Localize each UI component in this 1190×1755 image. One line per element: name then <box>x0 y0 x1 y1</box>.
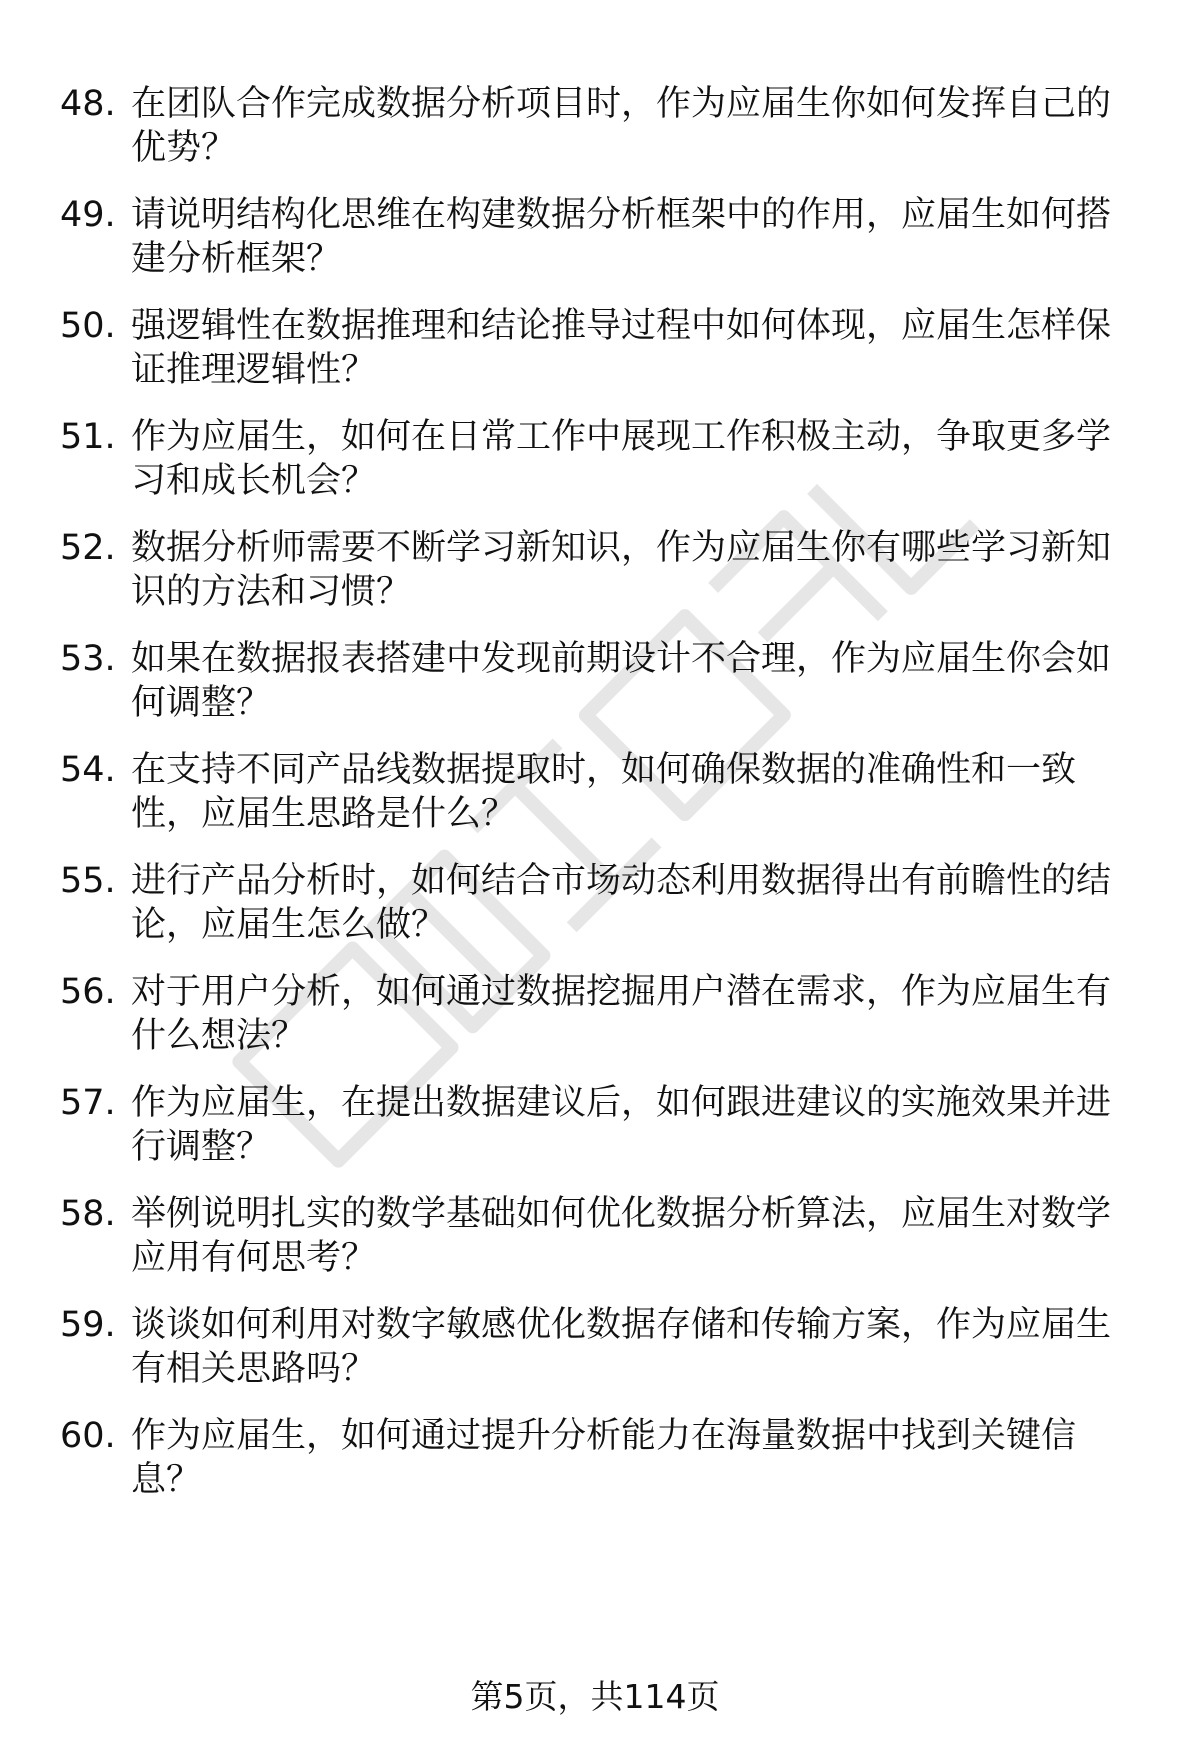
question-text: 数据分析师需要不断学习新知识，作为应届生你有哪些学习新知识的方法和习惯？ <box>131 528 1112 612</box>
question-text: 作为应届生，如何通过提升分析能力在海量数据中找到关键信息？ <box>131 1416 1077 1500</box>
question-text: 在团队合作完成数据分析项目时，作为应届生你如何发挥自己的优势？ <box>131 84 1112 168</box>
question-number: 60. <box>60 1416 116 1456</box>
question-text: 强逻辑性在数据推理和结论推导过程中如何体现，应届生怎样保证推理逻辑性？ <box>131 306 1112 390</box>
question-item <box>60 970 1150 1058</box>
question-item <box>60 193 1150 281</box>
question-number: 56. <box>60 972 116 1012</box>
question-number: 57. <box>60 1083 116 1123</box>
question-item <box>60 637 1150 725</box>
question-text: 在支持不同产品线数据提取时，如何确保数据的准确性和一致性，应届生思路是什么？ <box>131 750 1077 834</box>
question-item <box>60 1081 1150 1169</box>
question-item <box>60 304 1150 392</box>
question-text: 举例说明扎实的数学基础如何优化数据分析算法，应届生对数学应用有何思考？ <box>131 1194 1112 1278</box>
question-number: 48. <box>60 84 116 124</box>
question-item <box>60 748 1150 836</box>
question-number: 52. <box>60 528 116 568</box>
question-text: 进行产品分析时，如何结合市场动态利用数据得出有前瞻性的结论，应届生怎么做？ <box>131 861 1112 945</box>
question-text: 作为应届生，在提出数据建议后，如何跟进建议的实施效果并进行调整？ <box>131 1083 1112 1167</box>
question-number: 53. <box>60 639 116 679</box>
question-item <box>60 859 1150 947</box>
question-text: 对于用户分析，如何通过数据挖掘用户潜在需求，作为应届生有什么想法？ <box>131 972 1112 1056</box>
question-item <box>60 415 1150 503</box>
question-item <box>60 1414 1150 1502</box>
question-item <box>60 1192 1150 1280</box>
question-text: 如果在数据报表搭建中发现前期设计不合理，作为应届生你会如何调整？ <box>131 639 1112 723</box>
question-number: 54. <box>60 750 116 790</box>
page-number-footer: 第5页，共114页 <box>470 1677 720 1716</box>
question-number: 50. <box>60 306 116 346</box>
question-number: 59. <box>60 1305 116 1345</box>
question-item <box>60 526 1150 614</box>
question-number: 58. <box>60 1194 116 1234</box>
question-text: 谈谈如何利用对数字敏感优化数据存储和传输方案，作为应届生有相关思路吗？ <box>131 1305 1112 1389</box>
question-text: 请说明结构化思维在构建数据分析框架中的作用，应届生如何搭建分析框架？ <box>131 195 1112 279</box>
question-number: 55. <box>60 861 116 901</box>
question-item <box>60 1303 1150 1391</box>
question-number: 51. <box>60 417 116 457</box>
question-item <box>60 82 1150 170</box>
question-text: 作为应届生，如何在日常工作中展现工作积极主动，争取更多学习和成长机会？ <box>131 417 1112 501</box>
question-number: 49. <box>60 195 116 235</box>
